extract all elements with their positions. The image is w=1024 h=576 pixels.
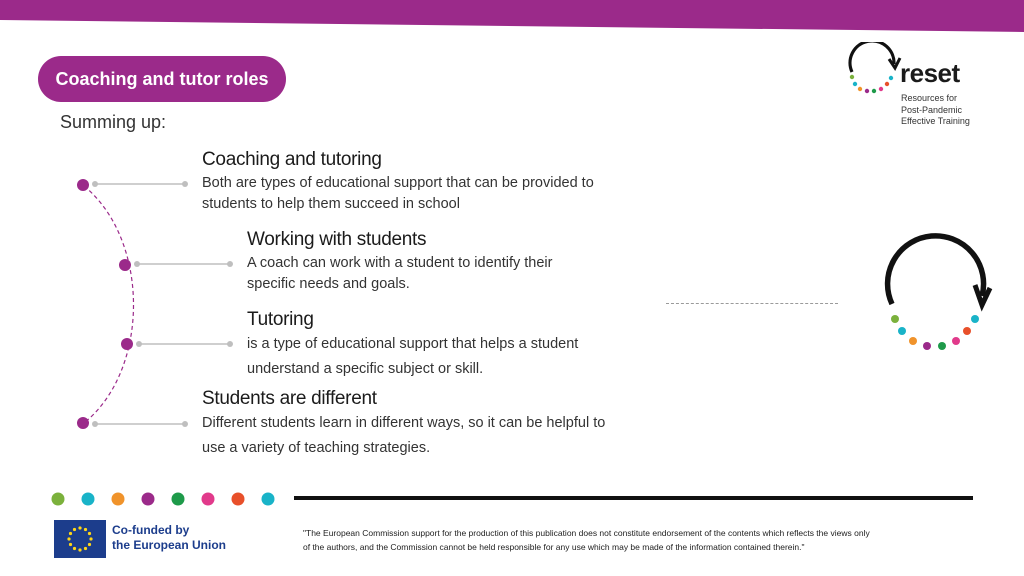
color-dot bbox=[82, 493, 95, 506]
item-title: Working with students bbox=[247, 229, 427, 250]
color-dot bbox=[202, 493, 215, 506]
connector-4 bbox=[77, 417, 188, 429]
section-label: Coaching and tutor roles bbox=[55, 68, 269, 89]
item-line: Different students learn in different ways, so it can be helpful to bbox=[202, 415, 606, 431]
timeline-node bbox=[119, 259, 131, 271]
top-banner bbox=[0, 0, 1024, 40]
timeline-item bbox=[202, 388, 605, 461]
eu-cofunded-text bbox=[112, 523, 226, 553]
color-dot bbox=[232, 493, 245, 506]
dashed-divider bbox=[666, 303, 838, 304]
color-dots-row bbox=[50, 491, 280, 507]
eu-flag-icon bbox=[54, 520, 106, 558]
item-description bbox=[202, 411, 605, 461]
color-dot bbox=[142, 493, 155, 506]
logo-tagline-line: Effective Training bbox=[901, 116, 970, 126]
logo-tagline-line: Post-Pandemic bbox=[901, 104, 963, 115]
eu-line: the European Union bbox=[112, 538, 226, 552]
eu-line: Co-funded by bbox=[112, 523, 190, 537]
timeline-dashed-arc bbox=[84, 186, 134, 423]
logo-tagline bbox=[901, 93, 970, 128]
color-dot bbox=[112, 493, 125, 506]
footer-rule bbox=[294, 496, 973, 500]
timeline-node bbox=[77, 417, 89, 429]
section-label-pill bbox=[38, 56, 286, 102]
item-description bbox=[202, 173, 594, 215]
connector-2 bbox=[119, 259, 233, 271]
disclaimer-text bbox=[303, 526, 983, 554]
color-dot bbox=[262, 493, 275, 506]
item-title: Tutoring bbox=[247, 309, 314, 330]
item-line: specific needs and goals. bbox=[247, 276, 410, 292]
disclaimer-line: "The European Commission support for the production of this publication does not constitute endorsement of the contents which reflects the views only bbox=[303, 528, 870, 538]
banner-shape bbox=[0, 0, 1024, 32]
logo-tagline-line: Resources for bbox=[901, 93, 958, 103]
item-line: use a variety of teaching strategies. bbox=[202, 440, 431, 456]
reset-cycle-icon bbox=[888, 236, 990, 350]
eu-cofunded-badge bbox=[54, 520, 254, 560]
timeline-item bbox=[202, 149, 594, 215]
item-line: A coach can work with a student to identify their bbox=[247, 255, 553, 271]
page-subtitle: Summing up: bbox=[60, 112, 167, 132]
color-dot bbox=[52, 493, 65, 506]
item-title: Students are different bbox=[202, 388, 377, 409]
timeline-item bbox=[247, 309, 578, 382]
connector-3 bbox=[121, 338, 233, 350]
item-line: students to help them succeed in school bbox=[202, 196, 460, 212]
item-description bbox=[247, 253, 552, 295]
logo-title: reset bbox=[900, 58, 960, 88]
timeline-node bbox=[77, 179, 89, 191]
timeline-node bbox=[121, 338, 133, 350]
item-title: Coaching and tutoring bbox=[202, 149, 382, 170]
reset-logo bbox=[846, 42, 986, 132]
connector-1 bbox=[77, 179, 188, 191]
logo-circle-icon bbox=[846, 42, 906, 102]
disclaimer-line: of the authors, and the Commission cannot be held responsible for any use which may be made of the information contained therein." bbox=[303, 542, 805, 552]
item-line: understand a specific subject or skill. bbox=[247, 361, 484, 377]
item-line: is a type of educational support that helps a student bbox=[247, 336, 579, 352]
item-line: Both are types of educational support that can be provided to bbox=[202, 175, 594, 191]
item-description bbox=[247, 332, 578, 382]
timeline-item bbox=[247, 229, 552, 295]
color-dot bbox=[172, 493, 185, 506]
